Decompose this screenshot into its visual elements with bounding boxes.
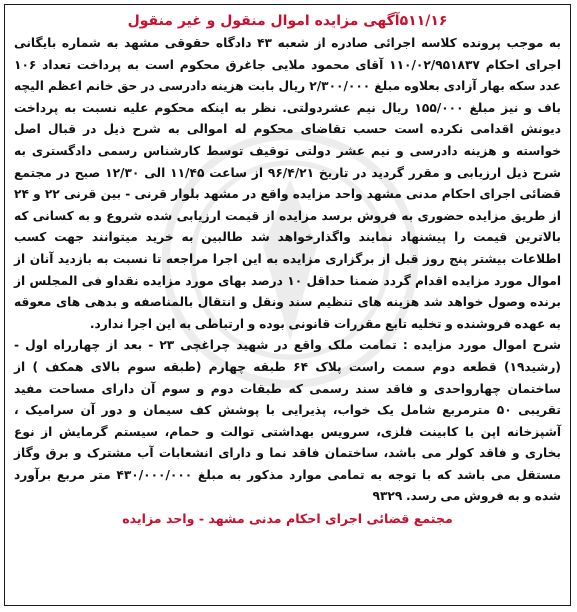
issuer-signature: مجتمع قضائی اجرای احکام مدنی مشهد - واحد مزایده — [122, 511, 453, 527]
property-description-paragraph: شرح اموال مورد مزایده : تمامت ملک واقع در شهید چراغچی ۲۳ - بعد از چهارراه اول -(رشید۱۹) قطعه دوم سمت راست پلاک ۶۴ طبقه چهارم (طبقه سوم بالای همکف ) از ساختمان چهارواحدی و فاقد سند رسمی که طبقات دوم و سوم آن دارای مساحت مفید تقریبی ۵۰ مترمربع شامل یک خواب، پذیرایی با پوشش کف سیمان و دور آن سرامیک ، آشپزخانه اپن با کابینت فلزی، سرویس بهداشتی توالت و حمام، سیستم گرمایش از نوع بخاری و فاقد کولر می باشد، ساختمان فاقد نما و دارای انشعابات آب مشترک و برق وگاز مستقل می باشد که با توجه به تمامی موارد مذکور به مبلغ ۴۳۰/۰۰۰/۰۰۰ متر مربع برآورد شده و به فروش می رسد. ۹۳۲۹ — [14, 338, 561, 504]
notice-body-paragraph: به موجب پرونده کلاسه اجرائی صادره از شعبه ۴۳ دادگاه حقوقی مشهد به شماره بایگانی اجرای احکام ۱۱۰/۰۲/۹۵۱۸۳۷ آقای محمود ملایی جاغرق محکوم است به پرداخت تعداد ۱۰۶ عدد سکه بهار آزادی بعلاوه مبلغ ۲/۳۰۰/۰۰۰ ریال بابت هزینه دادرسی در حق خانم اعظم الیچه باف و نیز مبلغ ۱۵۵/۰۰۰ ریال نیم عشردولتی. نظر به اینکه محکوم علیه نسبت به پرداخت دیونش اقدامی نکرده است حسب تقاضای محکوم له اموالی به شرح ذیل در قبال اصل خواسته و هزینه دادرسی و نیم عشر دولتی توقیف توسط کارشناس رسمی دادگستری به شرح ذیل ارزیابی و مقرر گردید در تاریخ ۹۶/۴/۲۱ از ساعت ۱۱/۴۵ الی ۱۲/۳۰ صبح در مجتمع قضائی اجرای احکام مدنی مشهد واحد مزایده واقع در مشهد بلوار قرنی - بین قرنی ۲۲ و ۲۴ از طریق مزایده حضوری به فروش برسد مزایده از قیمت ارزیابی شده شروع و به کسانی که بالاترین قیمت را پیشنهاد نمایند واگذارخواهد شد طالبین به خرید میتوانند جهت کسب اطلاعات بیشتر پنج روز قبل از برگزاری مزایده به این اجرا مراجعه تا نسبت به بازدید آنان از اموال مورد مزایده اقدام گردد ضمنا حداقل ۱۰ درصد بهای مورد مزایده نقداو فی المجلس از برنده وصول خواهد شد هزینه های تنظیم سند ونقل و انتقال بالمناصفه و بدهی های معوقه به عهده فروشنده و تخلیه تابع مقررات قانونی بوده و ارتباطی به این اجرا ندارد. — [14, 36, 562, 331]
auction-notice — [4, 4, 571, 606]
notice-title: ۵۱۱/۱۶آگهی مزایده اموال منقول و غیر منقول — [127, 13, 448, 29]
